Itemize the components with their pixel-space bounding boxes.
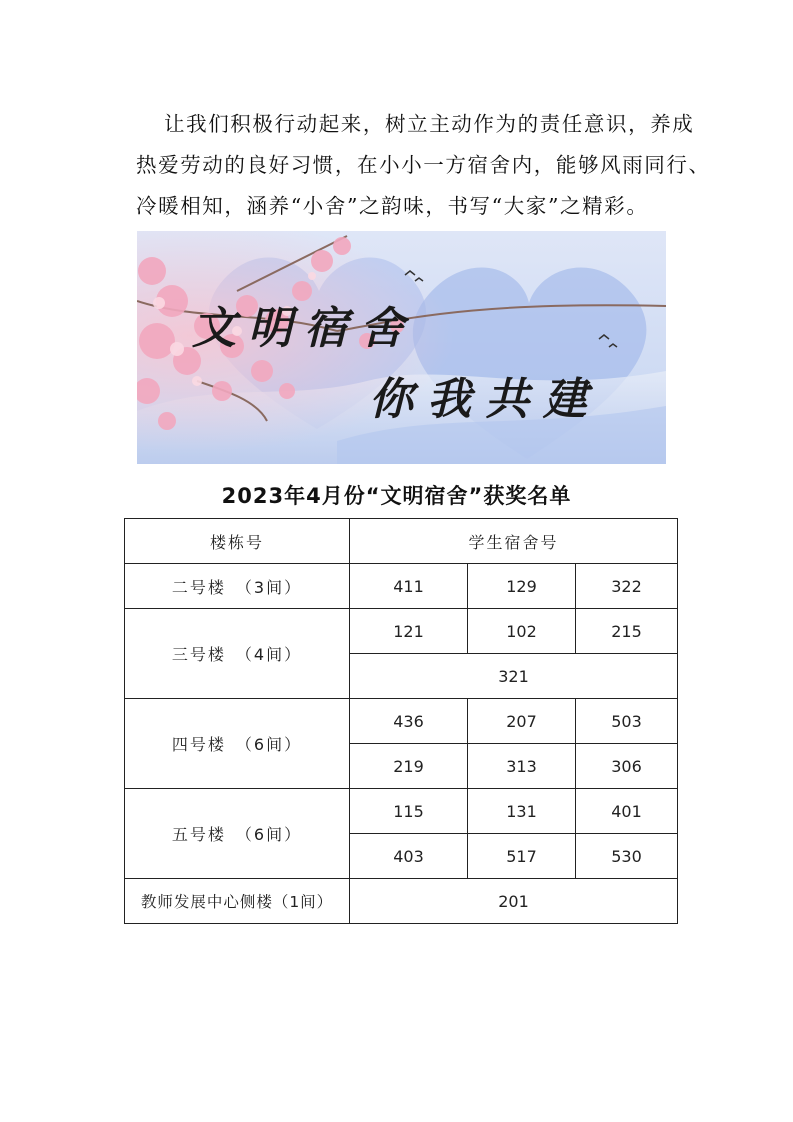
room-cell: 306: [576, 744, 678, 789]
intro-line: 让我们积极行动起来，树立主动作为的责任意识，养成: [164, 112, 695, 136]
header-rooms: 学生宿舍号: [350, 519, 678, 564]
room-cell: 313: [468, 744, 576, 789]
room-cell: 219: [350, 744, 468, 789]
room-cell: 322: [576, 564, 678, 609]
building-cell: 四号楼 （6间）: [125, 699, 350, 789]
banner-image: [137, 231, 666, 464]
room-cell: 215: [576, 609, 678, 654]
banner-title-line1: 文明宿舍: [192, 303, 416, 354]
table-row: [125, 879, 678, 924]
document-title: 2023年4月份“文明宿舍”获奖名单: [221, 484, 572, 508]
awards-table: [124, 518, 678, 924]
table-row: [125, 609, 678, 654]
building-cell: 二号楼 （3间）: [125, 564, 350, 609]
header-building: 楼栋号: [125, 519, 350, 564]
room-cell: 517: [468, 834, 576, 879]
intro-line: 冷暖相知，涵养“小舍”之韵味，书写“大家”之精彩。: [136, 194, 649, 218]
table-row: [125, 789, 678, 834]
room-cell: 207: [468, 699, 576, 744]
room-cell: 503: [576, 699, 678, 744]
room-cell: 436: [350, 699, 468, 744]
room-cell: 129: [468, 564, 576, 609]
table-header-row: [125, 519, 678, 564]
room-cell: 401: [576, 789, 678, 834]
room-cell: 102: [468, 609, 576, 654]
building-cell: 教师发展中心侧楼（1间）: [125, 879, 350, 924]
table-row: [125, 564, 678, 609]
building-cell: 五号楼 （6间）: [125, 789, 350, 879]
room-cell: 411: [350, 564, 468, 609]
room-cell: 321: [350, 654, 678, 699]
banner-title-line2: 你我共建: [369, 374, 601, 425]
intro-line: 热爱劳动的良好习惯，在小小一方宿舍内，能够风雨同行、: [136, 153, 711, 177]
table-row: [125, 699, 678, 744]
building-cell: 三号楼 （4间）: [125, 609, 350, 699]
room-cell: 530: [576, 834, 678, 879]
room-cell: 131: [468, 789, 576, 834]
room-cell: 403: [350, 834, 468, 879]
intro-paragraph: [136, 104, 711, 227]
room-cell: 201: [350, 879, 678, 924]
room-cell: 121: [350, 609, 468, 654]
room-cell: 115: [350, 789, 468, 834]
